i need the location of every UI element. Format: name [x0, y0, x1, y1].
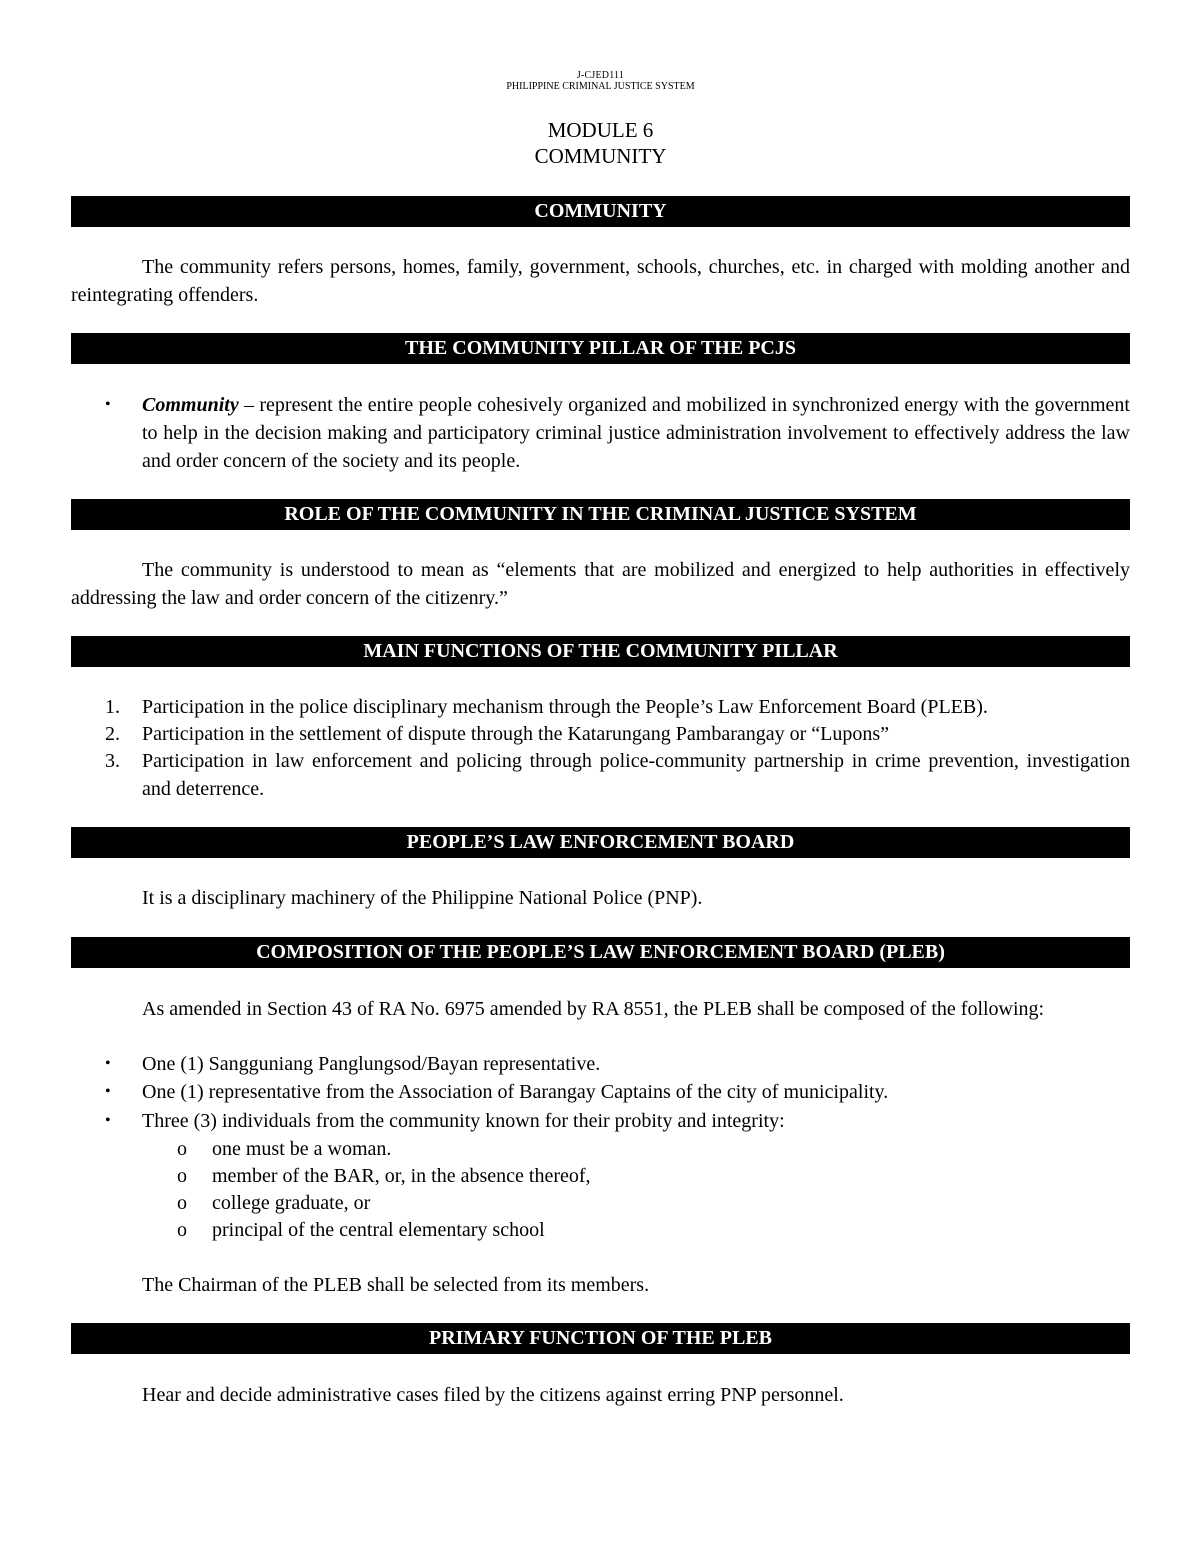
list-item-text: One (1) Sangguniang Panglungsod/Bayan representative.: [142, 1053, 601, 1075]
sub-list-item-text: member of the BAR, or, in the absence thereof,: [212, 1165, 591, 1187]
section-heading-functions: MAIN FUNCTIONS OF THE COMMUNITY PILLAR: [71, 636, 1130, 667]
section-heading-composition: COMPOSITION OF THE PEOPLE’S LAW ENFORCEMENT BOARD (PLEB): [71, 937, 1130, 968]
circle-bullet-icon: o: [177, 1219, 187, 1241]
section-heading-pleb: PEOPLE’S LAW ENFORCEMENT BOARD: [71, 827, 1130, 858]
bullet-icon: •: [105, 1083, 111, 1100]
sub-list-item-text: one must be a woman.: [212, 1138, 392, 1160]
list-item-text: Participation in law enforcement and policing through police-community partnership in crime prevention, investigation and deterrence.: [142, 750, 1130, 800]
composition-intro: As amended in Section 43 of RA No. 6975 amended by RA 8551, the PLEB shall be composed of the following:: [142, 998, 1045, 1020]
role-text: The community is understood to mean as “elements that are mobilized and energized to help authorities in effectively addressing the law and order concern of the citizenry.”: [71, 559, 1130, 609]
primary-function-text: Hear and decide administrative cases filed by the citizens against erring PNP personnel.: [142, 1384, 844, 1406]
list-item-text: One (1) representative from the Association of Barangay Captains of the city of municipality.: [142, 1081, 889, 1103]
module-title: COMMUNITY: [534, 144, 667, 168]
list-item-text: Three (3) individuals from the community known for their probity and integrity:: [142, 1110, 785, 1132]
circle-bullet-icon: o: [177, 1165, 187, 1187]
pillar-term: Community: [142, 394, 239, 416]
pillar-definition-text: – represent the entire people cohesively organized and mobilized in synchronized energy with the government to help in the decision making and participatory criminal justice administration involvement to effectively address the law and order concern of the society and its people.: [142, 394, 1130, 472]
community-definition: The community refers persons, homes, family, government, schools, churches, etc. in charged with molding another and reintegrating offenders.: [71, 256, 1130, 306]
bullet-icon: •: [105, 1112, 111, 1129]
course-code: J-CJED111: [576, 70, 625, 81]
module-number: MODULE 6: [547, 118, 654, 142]
course-name: PHILIPPINE CRIMINAL JUSTICE SYSTEM: [506, 81, 695, 92]
list-item-text: Participation in the police disciplinary mechanism through the People’s Law Enforcement Board (PLEB).: [142, 696, 988, 718]
section-heading-pillar: THE COMMUNITY PILLAR OF THE PCJS: [71, 333, 1130, 364]
composition-closing: The Chairman of the PLEB shall be selected from its members.: [142, 1274, 650, 1296]
section-heading-primary-function: PRIMARY FUNCTION OF THE PLEB: [71, 1323, 1130, 1354]
bullet-icon: •: [105, 396, 111, 413]
list-number: 1.: [105, 696, 120, 718]
pillar-definition: [142, 391, 1130, 475]
circle-bullet-icon: o: [177, 1138, 187, 1160]
list-number: 2.: [105, 723, 120, 745]
section-heading-community: COMMUNITY: [71, 196, 1130, 227]
list-item-text: Participation in the settlement of dispute through the Katarungang Pambarangay or “Lupons”: [142, 723, 890, 745]
pleb-text: It is a disciplinary machinery of the Philippine National Police (PNP).: [142, 887, 703, 909]
list-number: 3.: [105, 750, 120, 772]
bullet-icon: •: [105, 1055, 111, 1072]
section-heading-role: ROLE OF THE COMMUNITY IN THE CRIMINAL JUSTICE SYSTEM: [71, 499, 1130, 530]
circle-bullet-icon: o: [177, 1192, 187, 1214]
sub-list-item-text: college graduate, or: [212, 1192, 371, 1214]
sub-list-item-text: principal of the central elementary school: [212, 1219, 545, 1241]
